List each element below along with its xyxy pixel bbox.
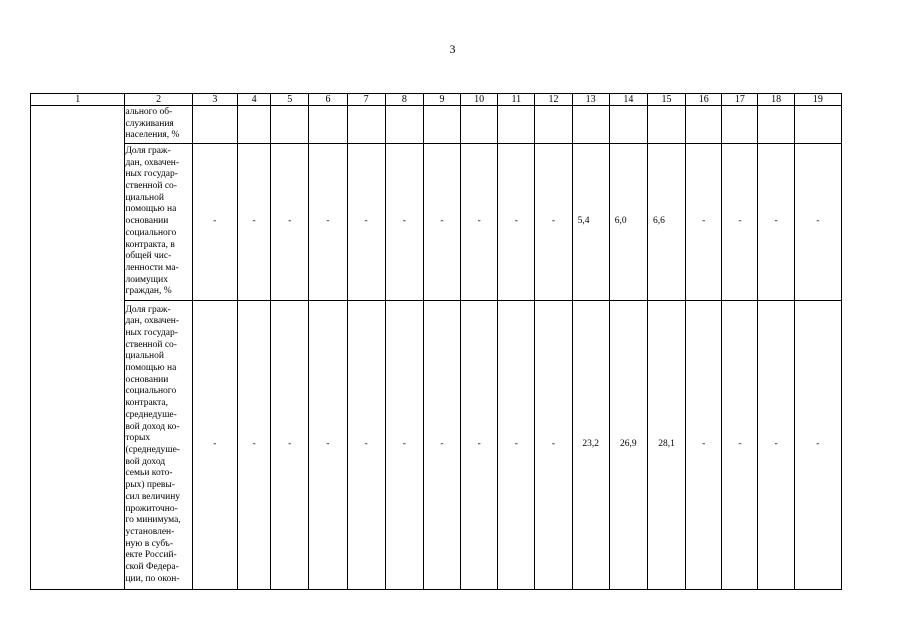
indicator-table: [30, 93, 842, 590]
value-cell: [423, 106, 460, 144]
value-cell: -: [686, 144, 722, 301]
value-cell: -: [309, 144, 347, 301]
value-cell: -: [192, 144, 237, 301]
column-header: 13: [572, 94, 609, 106]
value-cell: [535, 106, 572, 144]
column-header: 7: [347, 94, 385, 106]
value-cell: 26,9: [609, 301, 647, 590]
value-cell: [238, 106, 271, 144]
column-header: 2: [125, 94, 192, 106]
value-cell: [309, 106, 347, 144]
column-header: 17: [722, 94, 758, 106]
value-cell: -: [347, 144, 385, 301]
value-cell: [385, 106, 423, 144]
value-cell: -: [758, 301, 794, 590]
value-cell: -: [461, 144, 498, 301]
value-cell: -: [238, 144, 271, 301]
page-number: 3: [449, 42, 456, 56]
value-cell: [609, 106, 647, 144]
value-cell: -: [722, 144, 758, 301]
value-cell: [647, 106, 685, 144]
column-header: 5: [271, 94, 309, 106]
value-cell: -: [271, 301, 309, 590]
value-cell: 6,0: [609, 144, 647, 301]
table-row: [31, 301, 842, 590]
value-cell: -: [722, 301, 758, 590]
column-header: 18: [758, 94, 794, 106]
value-cell: -: [461, 301, 498, 590]
indicator-description: Доля граж- дан, охвачен- ных государ- ственной со- циальной помощью на основании социального контракта, среднедуше- вой доход ко- торых (среднедуше- вой доход семьи кото- рых) превы- сил величину прожиточно- го минимума, установлен- ную в субъ- екте Россий- ской Федера- ции, по окон-: [125, 301, 192, 590]
value-cell: -: [758, 144, 794, 301]
value-cell: -: [192, 301, 237, 590]
column-header: 4: [238, 94, 271, 106]
column-header: 12: [535, 94, 572, 106]
column-header: 8: [385, 94, 423, 106]
value-cell: [722, 106, 758, 144]
value-cell: [794, 106, 841, 144]
value-cell: [498, 106, 535, 144]
value-cell: [192, 106, 237, 144]
column-header: 16: [686, 94, 722, 106]
value-cell: 23,2: [572, 301, 609, 590]
value-cell: -: [238, 301, 271, 590]
value-cell: 28,1: [647, 301, 685, 590]
column-header: 9: [423, 94, 460, 106]
value-cell: -: [423, 144, 460, 301]
value-cell: -: [535, 144, 572, 301]
value-cell: -: [385, 301, 423, 590]
value-cell: [686, 106, 722, 144]
value-cell: 6,6: [647, 144, 685, 301]
value-cell: -: [347, 301, 385, 590]
value-cell: -: [794, 301, 841, 590]
column-header: 1: [31, 94, 125, 106]
column-header: 15: [647, 94, 685, 106]
value-cell: [758, 106, 794, 144]
column-header: 14: [609, 94, 647, 106]
column-header: 6: [309, 94, 347, 106]
value-cell: -: [271, 144, 309, 301]
value-cell: -: [309, 301, 347, 590]
value-cell: -: [385, 144, 423, 301]
value-cell: -: [535, 301, 572, 590]
value-cell: -: [686, 301, 722, 590]
column-header: 3: [192, 94, 237, 106]
table-row: [31, 144, 842, 301]
indicator-description: Доля граж- дан, охвачен- ных государ- ственной со- циальной помощью на основании социального контракта, в общей чис- ленности ма- лоимущих граждан, %: [125, 144, 192, 301]
column-header: 19: [794, 94, 841, 106]
value-cell: [271, 106, 309, 144]
value-cell: [572, 106, 609, 144]
column-header: 10: [461, 94, 498, 106]
value-cell: [347, 106, 385, 144]
value-cell: -: [498, 301, 535, 590]
value-cell: -: [794, 144, 841, 301]
indicator-description: ального об- служивания населения, %: [125, 106, 192, 144]
column-header: 11: [498, 94, 535, 106]
section-cell: [31, 106, 125, 590]
header-row: [31, 94, 842, 106]
table-row: [31, 106, 842, 144]
value-cell: -: [498, 144, 535, 301]
value-cell: [461, 106, 498, 144]
value-cell: -: [423, 301, 460, 590]
value-cell: 5,4: [572, 144, 609, 301]
